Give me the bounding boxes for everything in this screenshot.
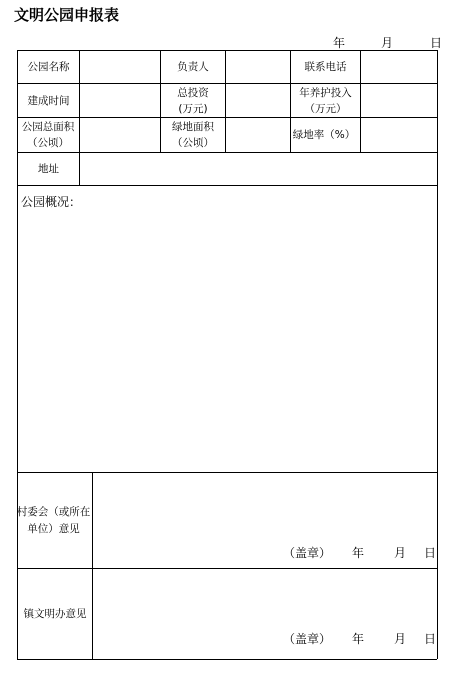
town-year-label: 年: [352, 632, 365, 646]
green-rate-field[interactable]: [361, 118, 437, 152]
address-label: 地址: [38, 163, 59, 175]
total-investment-label: 总投资 (万元): [177, 86, 209, 115]
town-day-label: 日: [424, 632, 437, 646]
park-name-label: 公园名称: [27, 61, 70, 73]
phone-label: 联系电话: [304, 61, 347, 73]
established-time-field[interactable]: [80, 84, 160, 117]
total-area-field[interactable]: [80, 118, 160, 152]
annual-maintenance-field[interactable]: [361, 84, 437, 117]
green-area-label: 绿地面积 （公顷）: [172, 121, 214, 149]
established-time-label: 建成时间: [27, 94, 70, 107]
park-overview-label: 公园概况：: [21, 195, 82, 209]
header-month-label: 月: [381, 36, 394, 50]
green-rate-label: 绿地率（%）: [292, 129, 356, 141]
town-office-opinion-label: 镇文明办意见: [23, 608, 87, 620]
manager-field[interactable]: [226, 51, 290, 83]
annual-maintenance-label: 年养护投入 （万元）: [299, 86, 352, 115]
manager-label: 负责人: [177, 61, 209, 73]
header-year-label: 年: [333, 36, 346, 50]
village-seal-label: （盖章）: [283, 546, 332, 560]
green-area-field[interactable]: [226, 118, 290, 152]
park-overview-field[interactable]: [18, 212, 437, 471]
park-name-field[interactable]: [80, 51, 160, 83]
town-office-opinion-field[interactable]: [93, 569, 437, 627]
town-month-label: 月: [394, 632, 407, 646]
village-day-label: 日: [424, 546, 437, 560]
form-title: 文明公园申报表: [14, 6, 120, 24]
phone-field[interactable]: [361, 51, 437, 83]
address-field[interactable]: [80, 153, 437, 185]
village-committee-opinion-label: 村委会（或所在 单位）意见: [16, 505, 91, 535]
village-month-label: 月: [394, 546, 407, 560]
town-seal-label: （盖章）: [283, 632, 332, 646]
total-area-label: 公园总面积 （公顷）: [21, 121, 75, 149]
header-day-label: 日: [430, 36, 443, 50]
village-year-label: 年: [352, 546, 365, 560]
total-investment-field[interactable]: [226, 84, 290, 117]
village-committee-opinion-field[interactable]: [93, 473, 437, 539]
